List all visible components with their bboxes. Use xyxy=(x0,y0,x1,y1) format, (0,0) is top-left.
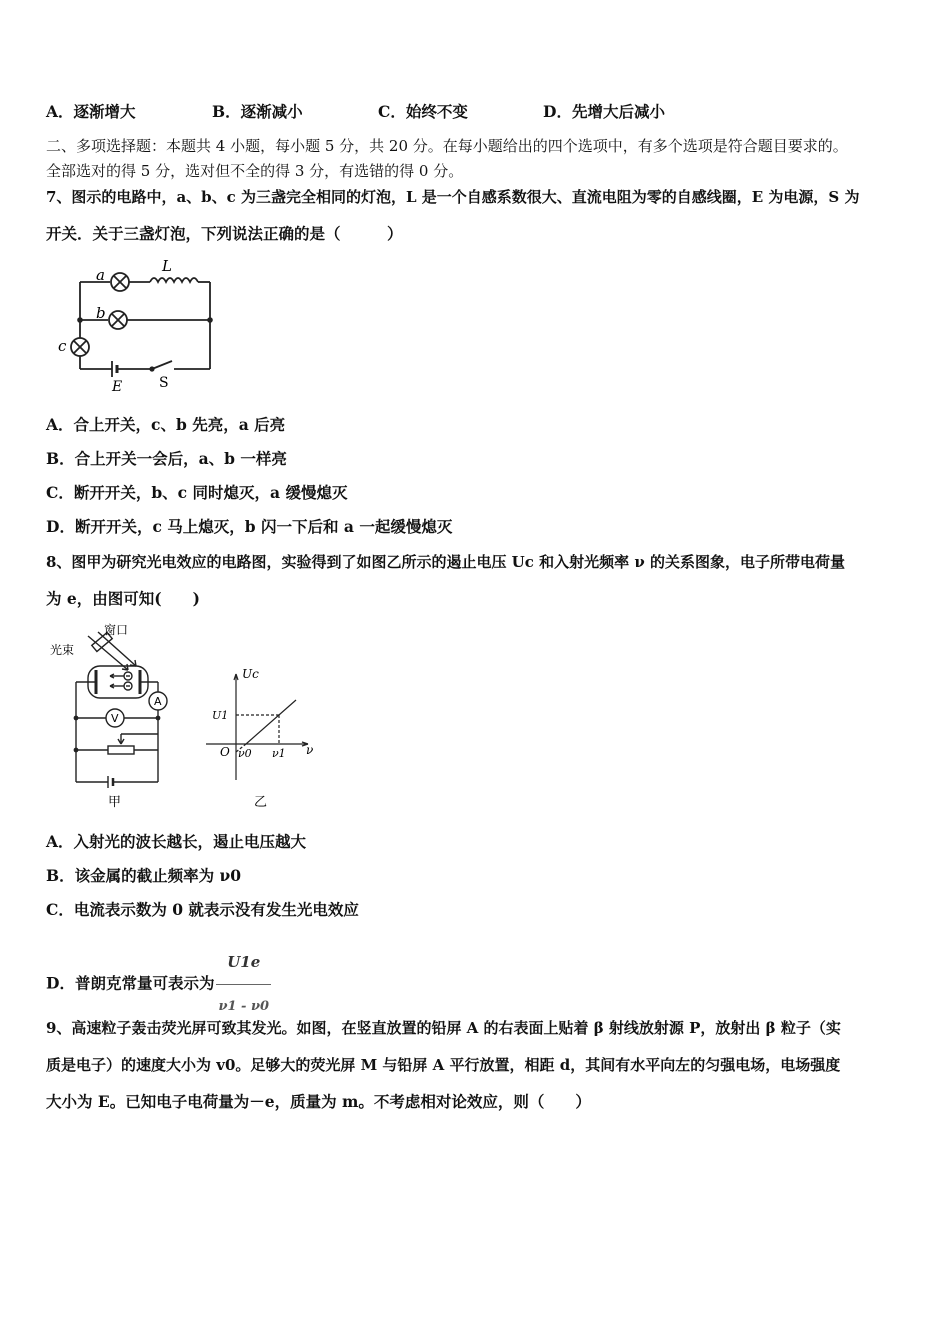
q6-option-d[interactable]: D．先增大后减小 xyxy=(543,102,665,121)
q8-option-d[interactable] xyxy=(46,940,271,1029)
q7-stem-line2: 开关．关于三盏灯泡，下列说法正确的是（ ） xyxy=(46,224,403,243)
q8-fig-voltmeter-label: V xyxy=(111,712,119,725)
q8-option-b[interactable]: B．该金属的截止频率为 ν0 xyxy=(46,866,242,885)
q7-option-b[interactable]: B．合上开关一会后，a、b 一样亮 xyxy=(46,449,287,468)
planck-fraction-numerator: U1e xyxy=(227,953,261,971)
q8-fig-window-label: 窗口 xyxy=(104,623,129,637)
q8-fig-beam-label: 光束 xyxy=(50,643,75,657)
q7-stem-line1: 7、图示的电路中，a、b、c 为三盏完全相同的灯泡，L 是一个自感系数很大、直流电阻为零的自感线圈，E 为电源，S 为 xyxy=(46,188,860,206)
q9-line1: 9、高速粒子轰击荧光屏可致其发光。如图，在竖直放置的铅屏 A 的右表面上贴着 β 射线放射源 P，放射出 β 粒子（实 xyxy=(46,1019,841,1037)
q8-option-d-prefix: D．普朗克常量可表示为 xyxy=(46,973,215,993)
q8-fig-jia-caption: 甲 xyxy=(108,795,122,810)
q7-fig-label-E: E xyxy=(112,379,123,395)
q7-fig-label-a: a xyxy=(96,266,105,284)
q8-graph-xaxis-label: ν xyxy=(306,743,314,757)
q8-option-c[interactable]: C．电流表示数为 0 就表示没有发生光电效应 xyxy=(46,900,359,919)
q6-option-b[interactable]: B．逐渐减小 xyxy=(212,102,303,121)
q9-line2: 质是电子）的速度大小为 v0。足够大的荧光屏 M 与铅屏 A 平行放置，相距 d，其间有水平向左的匀强电场，电场强度 xyxy=(46,1056,841,1074)
planck-fraction xyxy=(216,940,271,1029)
q8-fig-ammeter-label: A xyxy=(154,695,162,708)
q7-fig-label-c: c xyxy=(58,337,67,355)
q9-line3: 大小为 E。已知电子电荷量为－e，质量为 m。不考虑相对论效应，则（ ） xyxy=(46,1092,591,1111)
q8-fig-yi-caption: 乙 xyxy=(254,795,268,810)
q8-graph-yaxis-label: Uc xyxy=(242,667,259,681)
q8-option-a[interactable]: A．入射光的波长越长，遏止电压越大 xyxy=(46,832,307,851)
section2-line2: 全部选对的得 5 分，选对但不全的得 3 分，有选错的得 0 分。 xyxy=(46,162,464,180)
q7-fig-label-L: L xyxy=(162,257,172,275)
q8-graph-origin-label: O xyxy=(220,745,230,759)
q8-photoelectric-circuit xyxy=(48,620,183,812)
q7-option-a[interactable]: A．合上开关，c、b 先亮，a 后亮 xyxy=(46,415,286,434)
q8-stem-line1: 8、图甲为研究光电效应的电路图，实验得到了如图乙所示的遏止电压 Uc 和入射光频率 ν 的关系图象，电子所带电荷量 xyxy=(46,553,845,571)
q6-option-c[interactable]: C．始终不变 xyxy=(378,102,468,121)
q8-uc-frequency-graph xyxy=(200,660,330,810)
q7-circuit-diagram xyxy=(50,255,225,395)
q8-graph-v0-label: ν0 xyxy=(238,747,252,760)
section2-line1: 二、多项选择题：本题共 4 小题，每小题 5 分，共 20 分。在每小题给出的四个选项中，有多个选项是符合题目要求的。 xyxy=(46,137,848,155)
q8-stem-line2: 为 e，由图可知( ) xyxy=(46,589,200,608)
q7-fig-label-S: S xyxy=(159,375,169,391)
planck-fraction-denominator: ν1 - ν0 xyxy=(216,984,271,1029)
q6-option-a[interactable]: A．逐渐增大 xyxy=(46,102,136,121)
q7-option-d[interactable]: D．断开开关，c 马上熄灭，b 闪一下后和 a 一起缓慢熄灭 xyxy=(46,517,453,536)
q8-graph-u1-label: U1 xyxy=(212,709,229,722)
q8-graph-v1-label: ν1 xyxy=(272,747,286,760)
q7-option-c[interactable]: C．断开开关，b、c 同时熄灭，a 缓慢熄灭 xyxy=(46,483,348,502)
q7-fig-label-b: b xyxy=(96,304,106,322)
